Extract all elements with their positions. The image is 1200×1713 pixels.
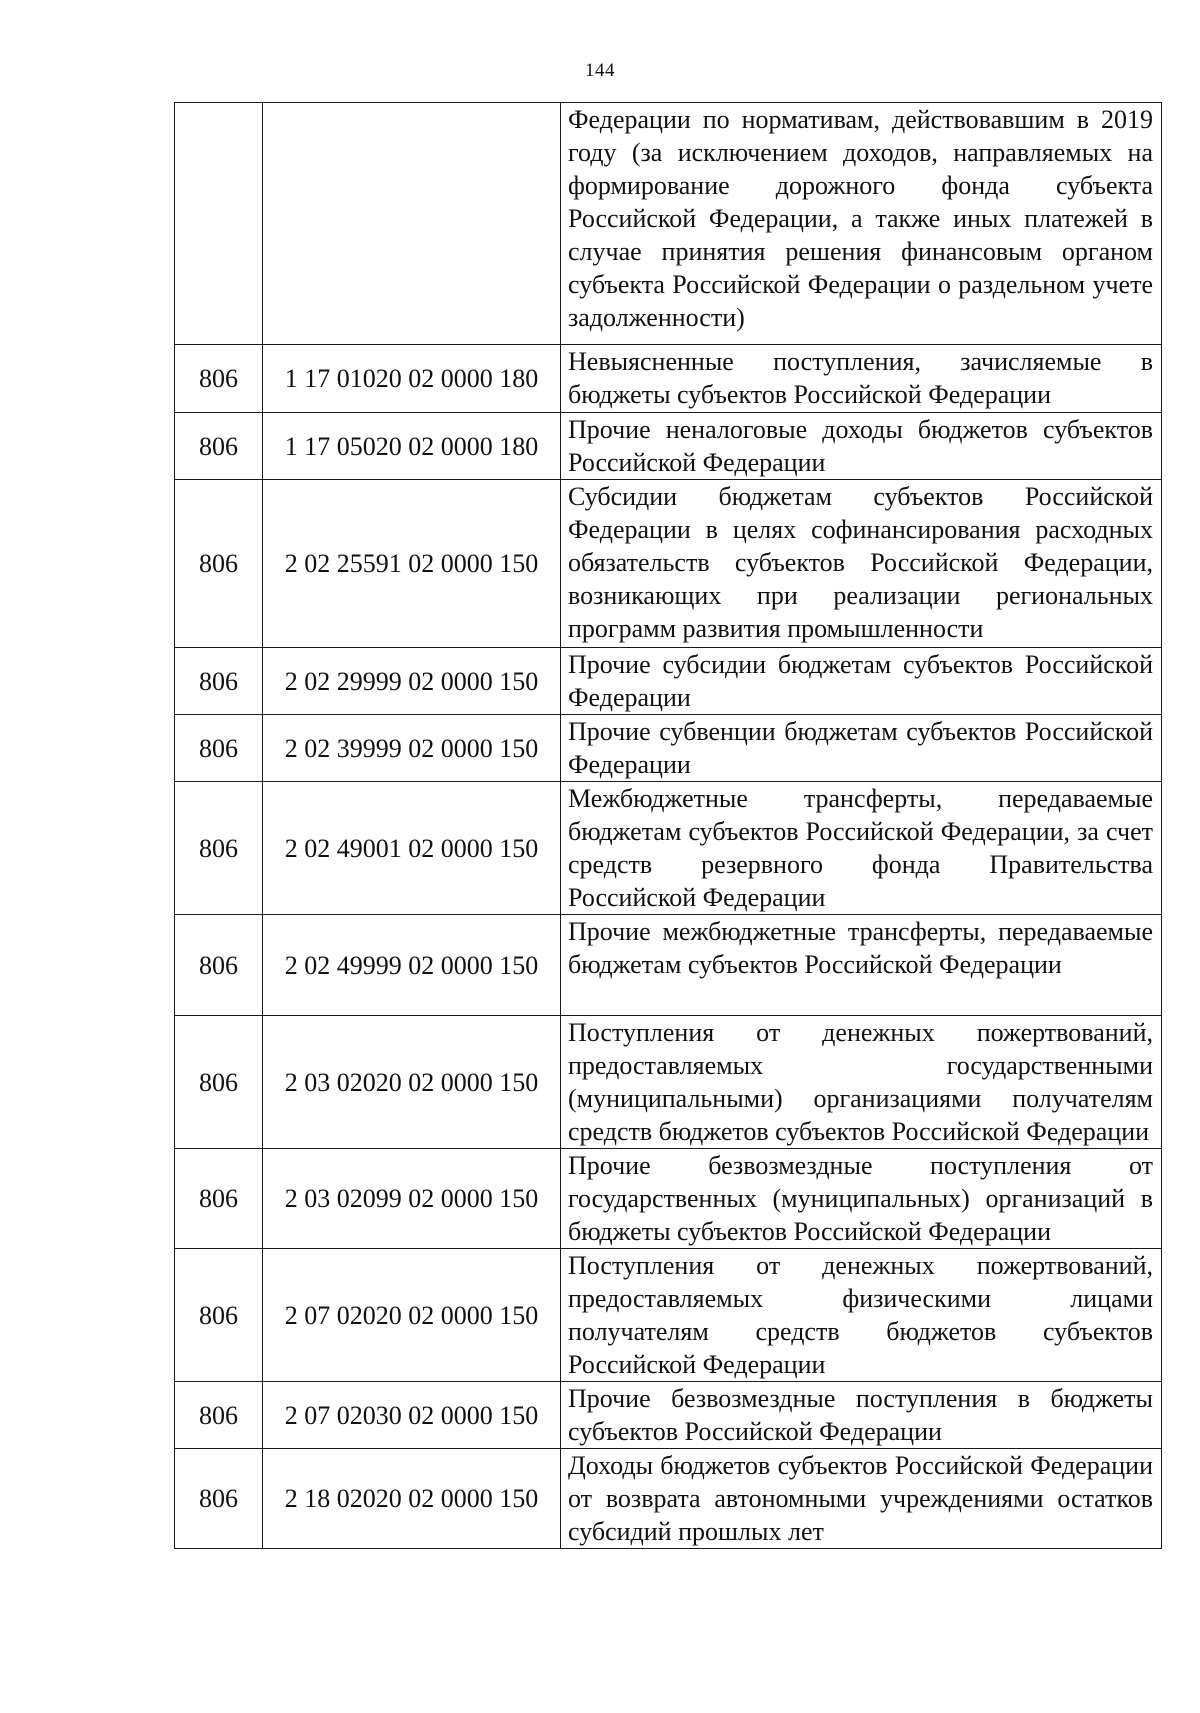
budget-code-cell: 2 03 02020 02 0000 150 xyxy=(263,1016,561,1149)
budget-code-cell: 2 07 02020 02 0000 150 xyxy=(263,1249,561,1382)
table-row xyxy=(175,648,1162,715)
description-cell: Федерации по нормативам, действовавшим в 2019 году (за исключением доходов, направляемых на формирование дорожного фонда субъекта Российской Федерации, а также иных платежей в случае принятия решения финансовым органом субъекта Российской Федерации о раздельном учете задолженности) xyxy=(561,103,1162,345)
budget-code-cell: 2 03 02099 02 0000 150 xyxy=(263,1149,561,1249)
description-cell: Прочие субсидии бюджетам субъектов Российской Федерации xyxy=(561,648,1162,715)
budget-code-cell: 2 02 25591 02 0000 150 xyxy=(263,480,561,648)
admin-code-cell: 806 xyxy=(175,345,263,413)
table-row xyxy=(175,782,1162,915)
description-cell: Доходы бюджетов субъектов Российской Федерации от возврата автономными учреждениями остатков субсидий прошлых лет xyxy=(561,1449,1162,1549)
table-row xyxy=(175,480,1162,648)
admin-code-cell: 806 xyxy=(175,782,263,915)
admin-code-cell: 806 xyxy=(175,1149,263,1249)
table-row xyxy=(175,413,1162,480)
budget-code-cell: 2 02 49001 02 0000 150 xyxy=(263,782,561,915)
admin-code-cell: 806 xyxy=(175,648,263,715)
budget-code-cell: 2 18 02020 02 0000 150 xyxy=(263,1449,561,1549)
admin-code-cell: 806 xyxy=(175,715,263,782)
table-row xyxy=(175,1249,1162,1382)
budget-code-cell: 1 17 01020 02 0000 180 xyxy=(263,345,561,413)
table-row xyxy=(175,1449,1162,1549)
description-cell: Прочие безвозмездные поступления в бюджеты субъектов Российской Федерации xyxy=(561,1382,1162,1449)
description-cell: Поступления от денежных пожертвований, предоставляемых физическими лицами получателям средств бюджетов субъектов Российской Федерации xyxy=(561,1249,1162,1382)
table-row xyxy=(175,345,1162,413)
budget-code-cell: 2 07 02030 02 0000 150 xyxy=(263,1382,561,1449)
budget-code-cell xyxy=(263,103,561,345)
page-number: 144 xyxy=(585,60,615,81)
budget-code-cell: 2 02 49999 02 0000 150 xyxy=(263,915,561,1016)
admin-code-cell: 806 xyxy=(175,413,263,480)
table-row xyxy=(175,915,1162,1016)
budget-code-cell: 2 02 29999 02 0000 150 xyxy=(263,648,561,715)
revenue-classification-table xyxy=(174,102,1162,1549)
description-cell: Субсидии бюджетам субъектов Российской Федерации в целях софинансирования расходных обязательств субъектов Российской Федерации, возникающих при реализации региональных программ развития промышленности xyxy=(561,480,1162,648)
description-cell: Прочие субвенции бюджетам субъектов Российской Федерации xyxy=(561,715,1162,782)
table-row xyxy=(175,1149,1162,1249)
admin-code-cell: 806 xyxy=(175,480,263,648)
description-cell: Поступления от денежных пожертвований, предоставляемых государственными (муниципальными) организациями получателям средств бюджетов субъектов Российской Федерации xyxy=(561,1016,1162,1149)
admin-code-cell: 806 xyxy=(175,1382,263,1449)
description-cell: Прочие неналоговые доходы бюджетов субъектов Российской Федерации xyxy=(561,413,1162,480)
table-row xyxy=(175,1382,1162,1449)
budget-code-cell: 2 02 39999 02 0000 150 xyxy=(263,715,561,782)
admin-code-cell xyxy=(175,103,263,345)
description-cell: Прочие межбюджетные трансферты, передаваемые бюджетам субъектов Российской Федерации xyxy=(561,915,1162,1016)
table-row xyxy=(175,715,1162,782)
admin-code-cell: 806 xyxy=(175,1449,263,1549)
description-cell: Прочие безвозмездные поступления от государственных (муниципальных) организаций в бюджеты субъектов Российской Федерации xyxy=(561,1149,1162,1249)
table-row xyxy=(175,1016,1162,1149)
admin-code-cell: 806 xyxy=(175,1016,263,1149)
budget-code-cell: 1 17 05020 02 0000 180 xyxy=(263,413,561,480)
description-cell: Межбюджетные трансферты, передаваемые бюджетам субъектов Российской Федерации, за счет средств резервного фонда Правительства Российской Федерации xyxy=(561,782,1162,915)
description-cell: Невыясненные поступления, зачисляемые в бюджеты субъектов Российской Федерации xyxy=(561,345,1162,413)
admin-code-cell: 806 xyxy=(175,915,263,1016)
admin-code-cell: 806 xyxy=(175,1249,263,1382)
table-row xyxy=(175,103,1162,345)
